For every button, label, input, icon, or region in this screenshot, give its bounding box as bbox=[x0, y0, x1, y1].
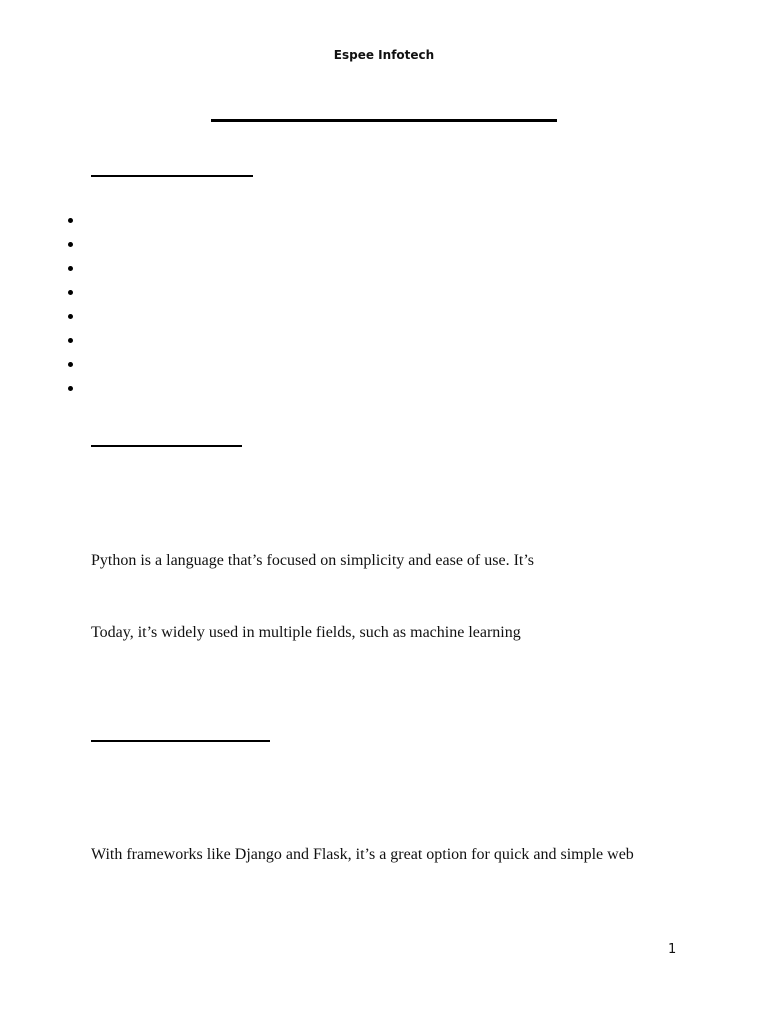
bullet-item bbox=[66, 256, 76, 280]
bullet-icon bbox=[68, 362, 73, 367]
bullet-icon bbox=[68, 290, 73, 295]
section-heading-underline-1 bbox=[91, 175, 253, 177]
paragraph-python-usage: Today, it’s widely used in multiple fields, such as machine learning bbox=[91, 624, 521, 641]
bullet-item bbox=[66, 232, 76, 256]
bullet-item bbox=[66, 352, 76, 376]
bullet-icon bbox=[68, 242, 73, 247]
bullet-item bbox=[66, 376, 76, 400]
page-number: 1 bbox=[668, 942, 677, 957]
bullet-item bbox=[66, 280, 76, 304]
bullet-list bbox=[66, 208, 76, 400]
section-heading-underline-3 bbox=[91, 740, 270, 742]
bullet-item bbox=[66, 328, 76, 352]
title-underline bbox=[211, 119, 557, 122]
paragraph-python-intro: Python is a language that’s focused on simplicity and ease of use. It’s bbox=[91, 552, 535, 569]
section-heading-underline-2 bbox=[91, 445, 242, 447]
bullet-icon bbox=[68, 218, 73, 223]
bullet-icon bbox=[68, 314, 73, 319]
bullet-item bbox=[66, 304, 76, 328]
bullet-item bbox=[66, 208, 76, 232]
bullet-icon bbox=[68, 266, 73, 271]
paragraph-web-frameworks: With frameworks like Django and Flask, it’s a great option for quick and simple web bbox=[91, 846, 634, 863]
bullet-icon bbox=[68, 338, 73, 343]
page-header: Espee Infotech bbox=[333, 48, 435, 62]
bullet-icon bbox=[68, 386, 73, 391]
